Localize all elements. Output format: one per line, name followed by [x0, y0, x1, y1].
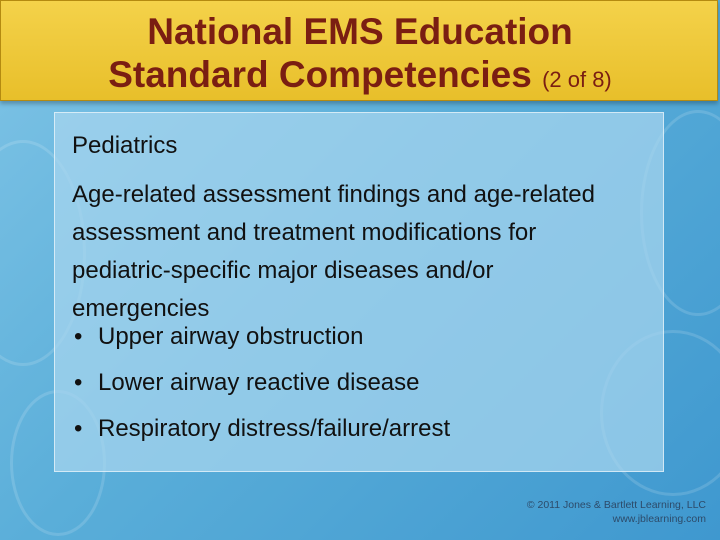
bullet-text: Respiratory distress/failure/arrest: [98, 415, 451, 442]
bullet-text: Upper airway obstruction: [98, 323, 364, 350]
title-bar: [0, 0, 718, 101]
bullet-list: [74, 318, 450, 456]
slide-title-counter: (2 of 8): [542, 67, 612, 92]
section-heading: Pediatrics: [72, 132, 178, 159]
slide-title-main: Standard Competencies: [108, 54, 532, 95]
slide-title-line1: National EMS Education: [147, 11, 573, 52]
description-paragraph: Age-related assessment findings and age-related assessment and treatment modifications for pediatric-specific major diseases and/or emergencies: [72, 181, 595, 322]
bullet-item: [74, 410, 450, 456]
bullet-text: Lower airway reactive disease: [98, 369, 420, 396]
publisher-url: www.jblearning.com: [612, 513, 706, 525]
bullet-item: [74, 364, 450, 410]
bullet-marker: •: [74, 415, 83, 442]
slide-title-line2: [1, 54, 719, 96]
copyright-line: © 2011 Jones & Bartlett Learning, LLC: [526, 499, 706, 511]
bullet-marker: •: [74, 323, 83, 350]
copyright-notice: [527, 498, 706, 526]
bullet-item: [74, 318, 450, 364]
bullet-marker: •: [74, 369, 83, 396]
